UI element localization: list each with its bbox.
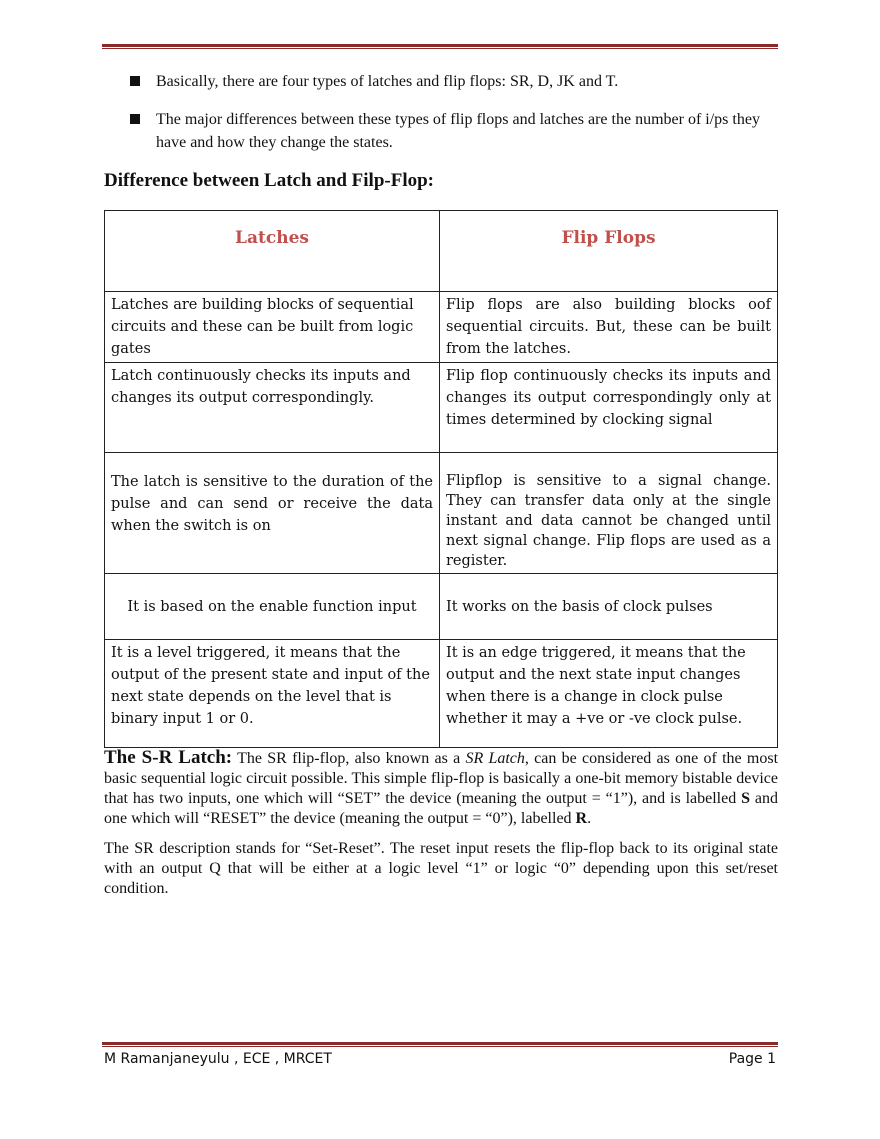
footer-author: M Ramanjaneyulu , ECE , MRCET: [104, 1051, 332, 1067]
text-run: , can be considered as one of the most basic sequential logic circuit possible. This simple flip-flop is basically a one-bit memory bistable device that has two inputs, one which will “SET” the device (meaning the output = “1”), and is labelled: [104, 750, 779, 807]
bullet-text: Basically, there are four types of latches and flip flops: SR, D, JK and T.: [156, 73, 619, 90]
sr-paragraph-1: [104, 748, 778, 829]
table-cell: Latch continuously checks its inputs and changes its output correspondingly.: [105, 363, 440, 453]
table-header-row: [105, 211, 778, 292]
table-cell: It is based on the enable function input: [105, 574, 440, 640]
table-row: [105, 574, 778, 640]
table-cell: Flip flops are also building blocks oof sequential circuits. But, these can be built from the latches.: [440, 292, 778, 363]
sr-lead: The S-R Latch:: [104, 747, 233, 768]
text-bold-s: S: [741, 790, 751, 807]
header-rule: [102, 44, 778, 47]
table-cell: Flipflop is sensitive to a signal change. They can transfer data only at the single instant and data cannot be changed until next signal change. Flip flops are used as a register.: [440, 453, 778, 574]
text-run: The SR flip-flop, also known as a: [232, 750, 466, 767]
comparison-table: [104, 210, 778, 748]
table-row: [105, 453, 778, 574]
bullet-item: [130, 108, 778, 154]
sr-latch-section: [104, 748, 778, 909]
header-rule-thin: [102, 48, 778, 49]
text-bold-r: R: [575, 810, 588, 827]
header-latches: Latches: [105, 211, 440, 292]
bullet-item: [130, 70, 778, 93]
table-row: [105, 640, 778, 748]
text-run: .: [587, 810, 592, 827]
footer-rule-thin: [102, 1046, 778, 1047]
bullet-text: The major differences between these types of flip flops and latches are the number of i/ps they have and how they change the states.: [156, 111, 760, 151]
header-flip-flops: Flip Flops: [440, 211, 778, 292]
section-heading: Difference between Latch and Filp-Flop:: [104, 170, 434, 191]
table-cell: The latch is sensitive to the duration of the pulse and can send or receive the data when the switch is on: [105, 453, 440, 574]
square-bullet-icon: [130, 114, 140, 124]
table-cell: It is an edge triggered, it means that the output and the next state input changes when there is a change in clock pulse whether it may a +ve or -ve clock pulse.: [440, 640, 778, 748]
footer-rule: [102, 1042, 778, 1045]
table-row: [105, 363, 778, 453]
sr-paragraph-2: The SR description stands for “Set-Reset”. The reset input resets the flip-flop back to its original state with an output Q that will be either at a logic level “1” or logic “0” depending upon this set/reset condition.: [104, 840, 778, 897]
table-cell: Latches are building blocks of sequential circuits and these can be built from logic gates: [105, 292, 440, 363]
table-row: [105, 292, 778, 363]
table-cell: Flip flop continuously checks its inputs and changes its output correspondingly only at times determined by clocking signal: [440, 363, 778, 453]
table-cell: It works on the basis of clock pulses: [440, 574, 778, 640]
text-run: and one which will “RESET” the device (meaning the output = “0”), labelled: [104, 790, 778, 827]
bullet-list: [130, 70, 778, 169]
square-bullet-icon: [130, 76, 140, 86]
text-italic: SR Latch: [465, 750, 525, 767]
page-number: Page 1: [728, 1051, 776, 1067]
table-cell: It is a level triggered, it means that the output of the present state and input of the next state depends on the level that is binary input 1 or 0.: [105, 640, 440, 748]
